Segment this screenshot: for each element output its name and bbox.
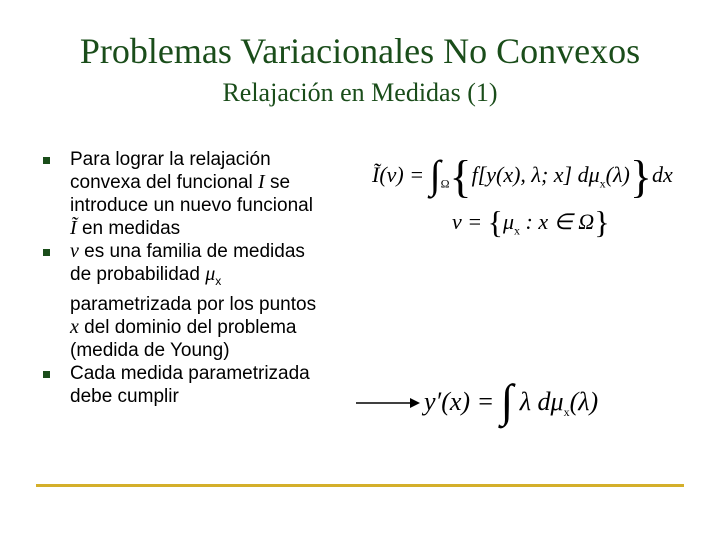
bullet-1-line-1: Para lograr la relajación [70, 149, 271, 170]
bullet-item-3 [38, 362, 368, 408]
mu-symbol: μ [502, 209, 515, 234]
text: se [264, 172, 291, 193]
formula-lhs: Ĩ(ν) = [372, 162, 430, 187]
formula-subscript: x [514, 223, 521, 238]
bullet-1-line-2 [70, 171, 368, 194]
bullet-item-1 [38, 148, 368, 240]
formula-body: : x ∈ Ω [520, 209, 595, 234]
bullet-3-line-1: Cada medida parametrizada [70, 362, 310, 384]
square-bullet-icon [43, 249, 50, 256]
text: en medidas [76, 218, 181, 239]
bullet-2-line-3: parametrizada por los puntos [70, 293, 317, 315]
bullet-item-2 [38, 240, 368, 362]
mu-symbol: μ [205, 263, 216, 285]
bullet-3-line-2: debe cumplir [70, 385, 179, 407]
functional-symbol: I [258, 171, 265, 193]
text: de probabilidad [70, 264, 206, 285]
formula-body: λ dμ [513, 387, 564, 416]
formula-subscript: x [599, 176, 606, 191]
relaxed-functional-formula [372, 150, 672, 200]
arrow-right-icon [356, 396, 420, 410]
bullet-1-line-3: introduce un nuevo funcional [70, 195, 313, 216]
bullet-2-line-2 [70, 263, 368, 293]
bullet-1-line-4 [70, 217, 368, 240]
mu-subscript: x [215, 273, 222, 288]
x-symbol: x [70, 315, 79, 338]
formula-body: f[y(x), λ; x] dμ [471, 162, 600, 187]
text: del dominio del problema [78, 316, 297, 338]
young-measure-set-formula [452, 204, 610, 241]
formula-lhs: ν = [452, 209, 488, 234]
square-bullet-icon [43, 371, 50, 378]
formula-tail: (λ) [569, 387, 599, 416]
bullet-2-line-4 [70, 316, 368, 339]
formula-tail: (λ) [605, 162, 630, 187]
close-brace: } [594, 204, 610, 240]
open-brace: { [449, 151, 472, 202]
bullet-2-line-1 [70, 240, 368, 263]
footer-divider [36, 484, 684, 487]
formula-dx: dx [651, 162, 673, 187]
open-brace: { [487, 204, 503, 240]
slide-title: Problemas Variacionales No Convexos [79, 31, 641, 71]
integral-domain: Ω [440, 176, 450, 191]
square-bullet-icon [43, 157, 50, 164]
nu-symbol: ν [70, 240, 79, 262]
close-brace: } [629, 151, 652, 202]
text: es una familia de medidas [78, 241, 305, 262]
integral-sign: ∫ [500, 375, 514, 426]
relaxed-functional-symbol: Ĩ [70, 217, 77, 239]
young-measure-derivative-formula [424, 374, 598, 427]
text: convexa del funcional [70, 172, 259, 193]
slide-subtitle: Relajación en Medidas (1) [222, 78, 498, 107]
bullet-list [38, 148, 368, 408]
formula-lhs: y′(x) = [424, 387, 501, 416]
integral-sign: ∫ [429, 152, 441, 197]
formula-subscript: x [563, 405, 570, 420]
bullet-2-line-5: (medida de Young) [70, 339, 230, 361]
